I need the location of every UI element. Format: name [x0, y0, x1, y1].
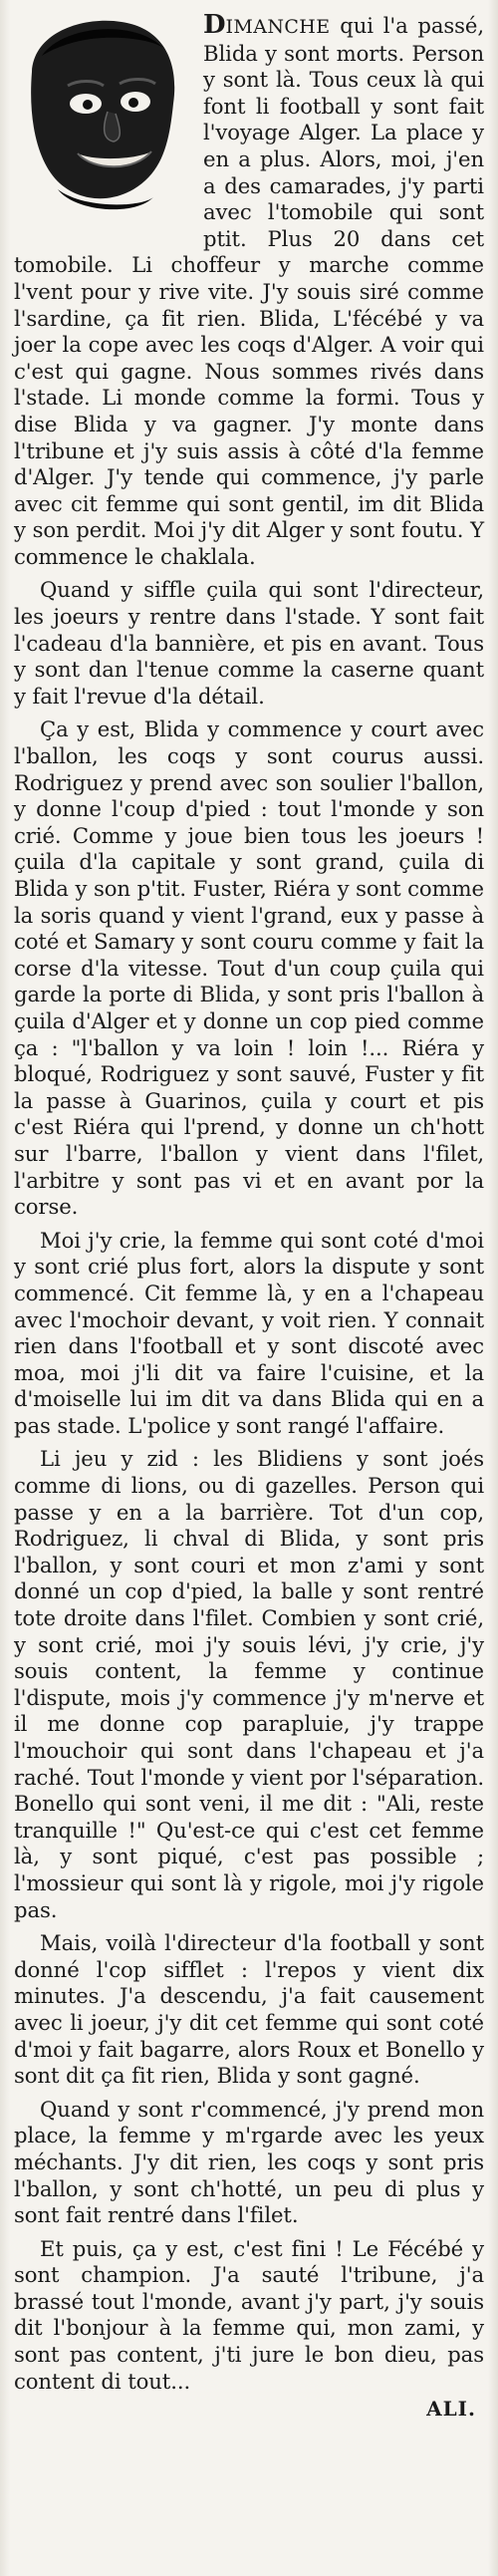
paragraph-text: qui l'a passé, Blida y sont morts. Person y sont là. Tous ceux là qui font li football y sont fait l'voyage Alger. La place y en a plus. Alors, moi, j'en a des camarades, j'y parti avec l'tomobile qui sont ptit. Plus 20 dans cet tomobile. Li choffeur y marche comme l'vent pour y rive vite. J'y souis siré comme l'sardine, ça fit rien. Blida, L'fécébé y va joer la cope avec les coqs d'Alger. A voir qui c'est qui gagne. Nous sommes rivés dans l'stade. Li monde comme la formi. Tous y dise Blida y va gagner. J'y monte dans l'tribune et j'y suis assis à côté d'la femme d'Alger. J'y tende qui commence, j'y parle avec cit femme qui sont gentil, im dit Blida y son perdit. Moi j'y dit Alger y sont foutu. Y commence le chaklala.: [14, 13, 484, 569]
article-paragraph: Moi j'y crie, la femme qui sont coté d'moi y sont crié plus fort, alors la dispute y sont commencé. Cit femme là, y en a l'chapeau avec l'mochoir devant, y voit rien. Y connait rien dans l'football et y sont discoté avec moa, moi j'li dit va faire l'cuisine, et la d'moiselle lui im dit va dans Blida qui en a pas stade. L'police y sont rangé l'affaire.: [14, 1227, 484, 1438]
article-paragraph: Mais, voilà l'directeur d'la football y sont donné l'cop sifflet : l'repos y vient dix minutes. J'a descendu, j'a fait causement avec li joeur, j'y dit cet femme qui sont coté d'moi y fait bagarre, alors Roux et Bonello y sont dit ça fit rien, Blida y sont gagné.: [14, 1930, 484, 2089]
author-signature: ALI.: [426, 2397, 476, 2422]
author-caricature: [14, 12, 191, 223]
article-paragraph: Quand y siffle çuila qui sont l'directeur, les joeurs y rentre dans l'stade. Y sont fait l'cadeau d'la bannière, et pis en avant. Tous y sont dan l'tenue comme la caserne quant y fait l'revue d'la détail.: [14, 577, 484, 709]
lead-word: IMANCHE: [225, 16, 331, 38]
article-paragraph: Quand y sont r'commencé, j'y prend mon place, la femme y m'rgarde avec les yeux méchants. J'y dit rien, les coqs y sont pris l'ballon, y sont ch'hotté, un peu di plus y sont fait rentré dans l'filet.: [14, 2096, 484, 2228]
article-paragraph: Ça y est, Blida y commence y court avec l'ballon, les coqs y sont courus aussi. Rodriguez y prend avec son soulier l'ballon, y donne l'coup d'pied : tout l'monde y son crié. Comme y joue bien tous les joeurs ! çuila d'la capitale y sont grand, çuila di Blida y son p'tit. Fuster, Riéra y sont comme la soris quand y vient l'grand, eux y passe à coté et Samary y sont couru comme y fait la corse d'la vitesse. Tout d'un coup çuila qui garde la porte di Blida, y sont pris l'ballon à çuila d'Alger et y donne un cop pied comme ça : "l'ballon y va loin ! loin !... Riéra y bloqué, Rodriguez y sont sauvé, Fuster y fit la passe à Guarinos, çuila y court et pis c'est Riéra qui l'prend, y donne un ch'hott sur l'barre, l'ballon y vient dans l'filet, l'arbitre y sont pas vi et en avant por la corse.: [14, 716, 484, 1220]
article-paragraph: Et puis, ça y est, c'est fini ! Le Fécébé y sont champion. J'a sauté l'tribune, j'a brassé tout l'monde, avant j'y part, j'y souis dit l'bonjour à la femme qui, mon zami, y sont pas content, j'ti jure le bon dieu, pas content di tout...: [14, 2235, 484, 2394]
article-paragraph: Li jeu y zid : les Blidiens y sont joés comme di lions, ou di gazelles. Person qui passe y en a la barrière. Tot d'un cop, Rodriguez, li chval di Blida, y sont pris l'ballon, y sont couri et mon z'ami y sont donné un cop d'pied, la balle y sont rentré tote droite dans l'filet. Combien y sont crié, y sont crié, moi j'y souis lévi, j'y crie, j'y souis content, la femme y continue l'dispute, mois j'y commence j'y m'nerve et il me donne cop parapluie, j'y trappe l'mouchoir qui sont dans l'chapeau et j'a raché. Tout l'monde y vient por l'séparation. Bonello qui sont veni, il me dit : "Ali, reste tranquille !" Qu'est-ce qui c'est cet femme là, y sont piqué, c'est pas possible ; l'mossieur qui sont là y rigole, moi j'y rigole pas.: [14, 1446, 484, 1922]
drop-cap: D: [203, 10, 226, 40]
caricature-portrait-icon: [14, 12, 191, 223]
